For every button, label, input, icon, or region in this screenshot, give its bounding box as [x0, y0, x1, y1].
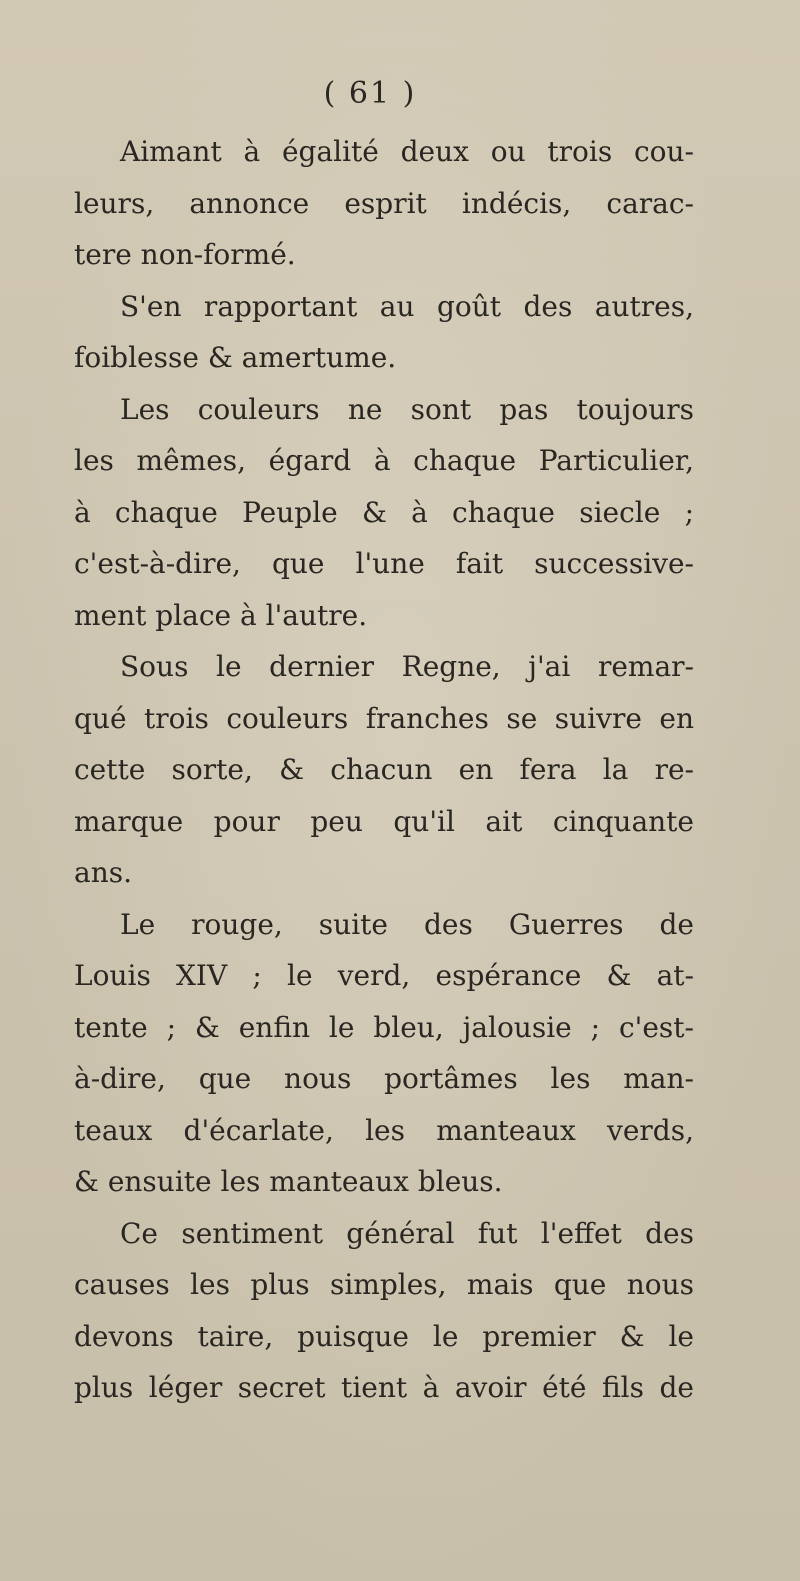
text-line: c'est-à-dire, que l'une fait successive-: [74, 547, 694, 580]
text-line: Ce sentiment général fut l'effet des: [120, 1216, 694, 1250]
text-line: à chaque Peuple & à chaque siecle ;: [74, 495, 694, 529]
text-line: tere non-formé.: [74, 238, 296, 271]
text-line: ment place à l'autre.: [74, 598, 368, 632]
text-line: foiblesse & amertume.: [74, 341, 397, 374]
text-line: marque pour peu qu'il ait cinquante: [74, 804, 694, 838]
text-line: Louis XIV ; le verd, espérance & at-: [74, 959, 694, 992]
text-line: Sous le dernier Regne, j'ai remar-: [120, 650, 694, 683]
text-line: leurs, annonce esprit indécis, carac-: [74, 186, 694, 220]
text-line: causes les plus simples, mais que nous: [74, 1268, 694, 1301]
text-line: à-dire, que nous portâmes les man-: [74, 1062, 694, 1095]
body-text: [74, 126, 694, 1414]
text-line: Aimant à égalité deux ou trois cou-: [120, 135, 694, 168]
text-line: ans.: [74, 856, 132, 889]
text-line: & ensuite les manteaux bleus.: [74, 1165, 503, 1198]
text-line: S'en rapportant au goût des autres,: [120, 289, 694, 323]
text-line: teaux d'écarlate, les manteaux verds,: [74, 1113, 694, 1147]
text-line: cette sorte, & chacun en fera la re-: [74, 753, 694, 786]
text-line: tente ; & enfin le bleu, jalousie ; c'est-: [74, 1010, 694, 1044]
text-line: plus léger secret tient à avoir été fils de: [74, 1371, 694, 1404]
text-line: les mêmes, égard à chaque Particulier,: [74, 444, 694, 477]
text-line: Le rouge, suite des Guerres de: [120, 907, 694, 941]
text-line: qué trois couleurs franches se suivre en: [74, 701, 694, 735]
text-line: devons taire, puisque le premier & le: [74, 1319, 694, 1353]
page-number: ( 61 ): [323, 76, 417, 111]
text-line: Les couleurs ne sont pas toujours: [120, 392, 694, 426]
